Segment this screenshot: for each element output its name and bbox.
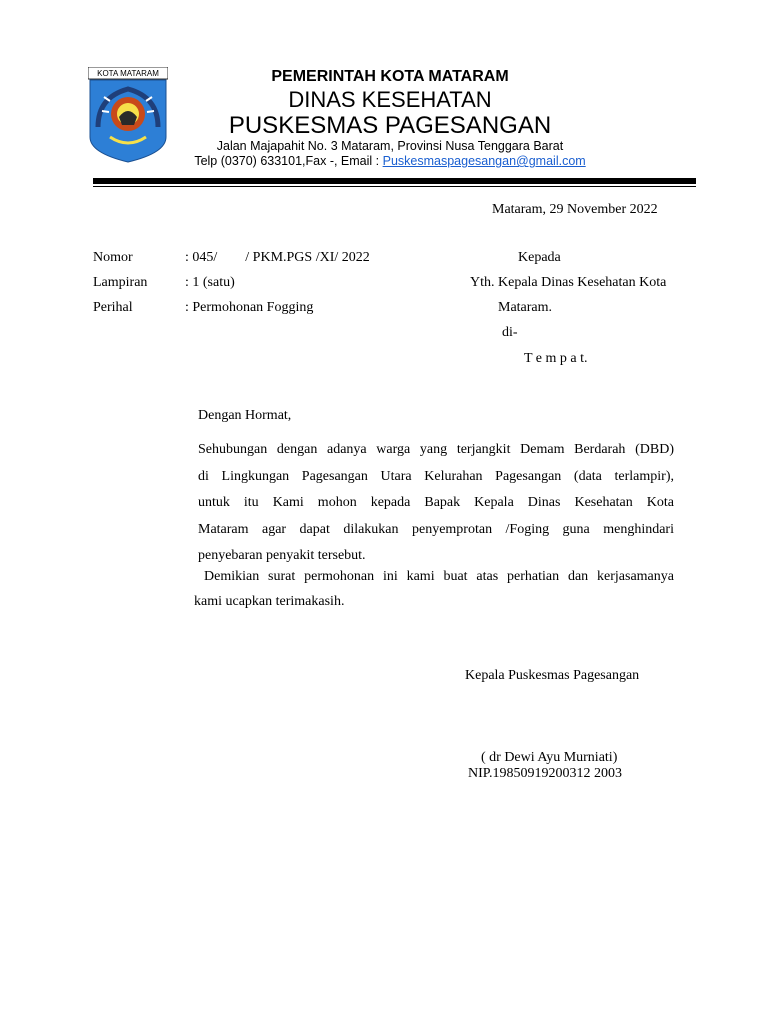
letterhead-address: Jalan Majapahit No. 3 Mataram, Provinsi Nusa Tenggara Barat — [216, 139, 564, 153]
signature-name: ( dr Dewi Ayu Murniati) — [481, 750, 618, 765]
logo-caption: KOTA MATARAM — [97, 69, 159, 78]
recipient-line2: Mataram. — [498, 300, 553, 315]
letterhead-government: PEMERINTAH KOTA MATARAM — [271, 68, 509, 85]
letterhead-contact — [170, 154, 610, 168]
paragraph-line: Sehubungan dengan adanya warga yang terjangkit Demam Berdarah (DBD) — [198, 442, 674, 457]
lampiran-value: : 1 (satu) — [185, 275, 235, 290]
recipient-tempat: T e m p a t. — [524, 351, 588, 366]
paragraph-line: penyebaran penyakit tersebut. — [198, 548, 366, 563]
recipient-line1: Yth. Kepala Dinas Kesehatan Kota — [470, 275, 667, 290]
body-paragraph-1 — [198, 437, 674, 570]
recipient-kepada: Kepada — [518, 250, 561, 265]
perihal-value: : Permohonan Fogging — [185, 300, 314, 315]
closing-line-2: kami ucapkan terimakasih. — [194, 594, 345, 609]
nomor-label: Nomor — [93, 250, 133, 265]
greeting: Dengan Hormat, — [198, 408, 292, 423]
signature-nip: NIP.19850919200312 2003 — [468, 766, 623, 781]
email-link[interactable]: Puskesmaspagesangan@gmail.com — [382, 154, 586, 168]
letterhead-department: DINAS KESEHATAN — [288, 87, 492, 112]
closing-line-1: Demikian surat permohonan ini kami buat atas perhatian dan kerjasamanya — [204, 569, 674, 584]
paragraph-line: di Lingkungan Pagesangan Utara Kelurahan Pagesangan (data terlampir), — [198, 468, 674, 484]
letter-date: Mataram, 29 November 2022 — [492, 202, 658, 217]
nomor-value: : 045/ / PKM.PGS /XI/ 2022 — [185, 250, 370, 265]
lampiran-label: Lampiran — [93, 275, 148, 290]
contact-text: Telp (0370) 633101,Fax -, Email : — [194, 154, 383, 168]
letterhead-office: PUSKESMAS PAGESANGAN — [228, 112, 552, 139]
recipient-di: di- — [502, 325, 518, 340]
signature-title: Kepala Puskesmas Pagesangan — [465, 668, 640, 683]
perihal-label: Perihal — [93, 300, 133, 315]
letterhead-divider — [93, 178, 696, 184]
paragraph-line: Mataram agar dapat dilakukan penyemprotan /Foging guna menghindari — [198, 521, 674, 537]
paragraph-line: untuk itu Kami mohon kepada Bapak Kepala Dinas Kesehatan Kota — [198, 495, 674, 510]
kota-mataram-logo — [88, 67, 168, 163]
letterhead-divider-thin — [93, 186, 696, 187]
